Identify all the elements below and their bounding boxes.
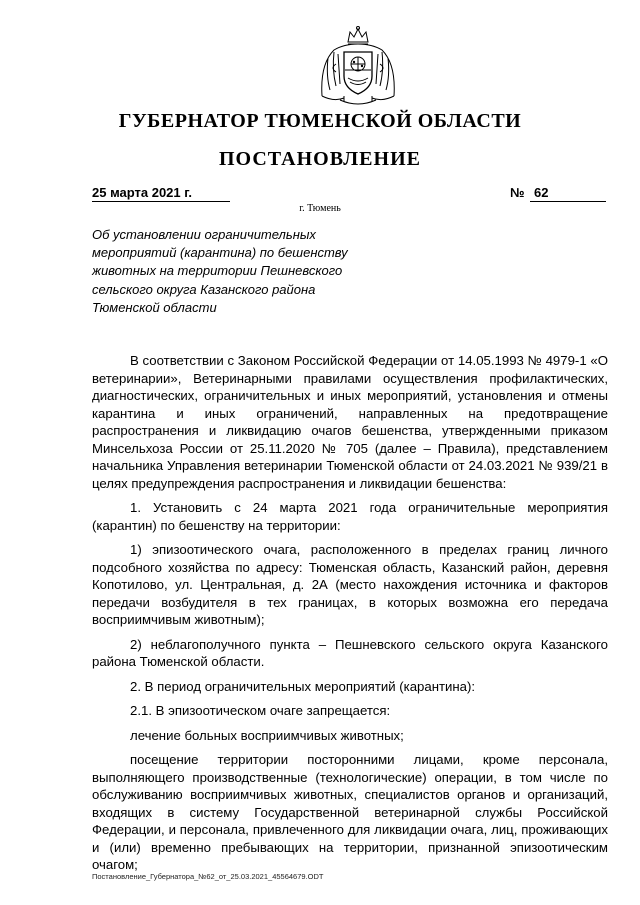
body-paragraph: 1. Установить с 24 марта 2021 года ограничительные мероприятия (карантин) по бешенству на территории: [92,500,608,533]
body-paragraph: 2) неблагополучного пункта – Пешневского сельского округа Казанского района Тюменской области. [92,636,608,669]
issuing-authority: ГУБЕРНАТОР ТЮМЕНСКОЙ ОБЛАСТИ [118,110,522,132]
city-label: г. Тюмень [299,203,341,214]
coat-of-arms-icon [314,24,402,110]
number-underline [530,201,606,202]
body-paragraph: 1) эпизоотического очага, расположенного в пределах границ личного подсобного хозяйства по адресу: Тюменская область, Казанский район, деревня Копотилово, ул. Центральная, д. 2А (место нахождения источника и факторов передачи возбудителя в тех границах, в которых возможна его передача восприимчивым животным); [92,542,608,627]
body-paragraph: лечение больных восприимчивых животных; [130,727,404,743]
date-number-line [92,185,606,205]
file-footer: Постановление_Губернатора_№62_от_25.03.2021_45564679.ODT [92,872,324,881]
number-sign: № [510,185,525,200]
date-underline [92,201,230,202]
document-subject: Об установлении ограничительных мероприятий (карантина) по бешенству животных на территории Пешневского сельского округа Казанского района Тюменской области [92,227,348,315]
document-number: 62 [534,185,549,200]
body-paragraph: посещение территории посторонними лицами, кроме персонала, выполняющего производственные (технологические) операции, в том числе по обслуживанию восприимчивых животных, специалистов органов и организаций, входящих в систему Государственной ветеринарной службы Российской Федерации, и персонала, привлеченного для ликвидации очага, лиц, проживающих и (или) временно пребывающих на территории, признанной эпизоотическим очагом; [92,752,608,872]
body-paragraph: 2.1. В эпизоотическом очаге запрещается: [130,703,391,718]
document-body [92,352,608,881]
body-paragraph: В соответствии с Законом Российской Федерации от 14.05.1993 № 4979-1 «О ветеринарии», Ветеринарными правилами осуществления профилактических, диагностических, ограничительных и иных мероприятий, установления и отмены карантина и иных ограничений, направленных на предотвращение распространения и ликвидацию очагов бешенства, утвержденными приказом Минсельхоза России от 25.11.2020 № 705 (далее – Правила), представлением начальника Управления ветеринарии Тюменской области от 24.03.2021 № 939/21 в целях предупреждения распространения и ликвидации бешенства: [92,353,608,491]
document-date: 25 марта 2021 г. [92,185,192,200]
document-type-title: ПОСТАНОВЛЕНИЕ [219,148,421,170]
body-paragraph: 2. В период ограничительных мероприятий (карантина): [130,678,476,694]
